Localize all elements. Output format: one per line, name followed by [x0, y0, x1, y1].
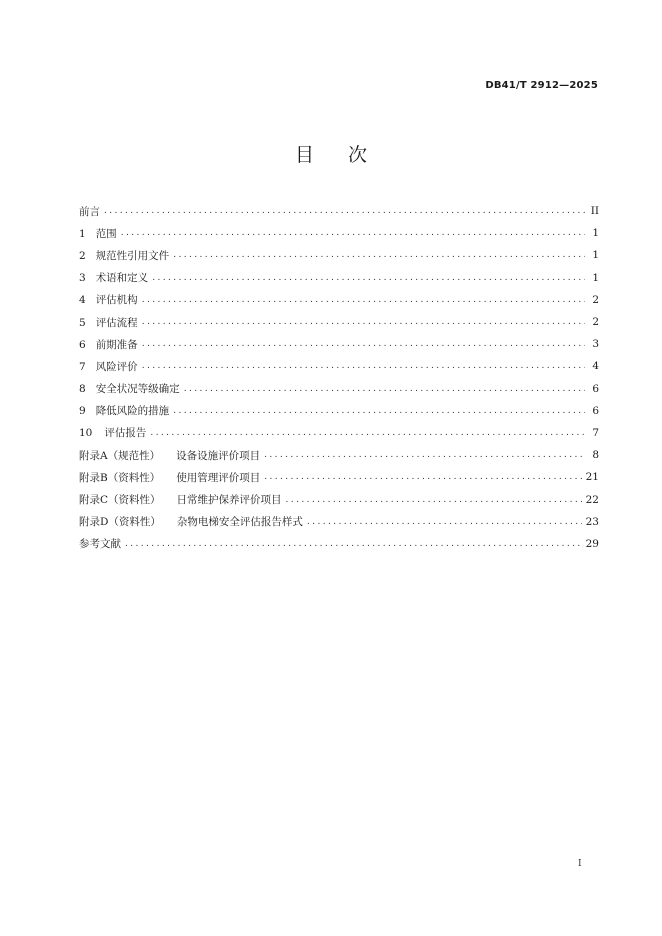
toc-leader-dots	[104, 206, 585, 216]
toc-entry-text: 评估机构	[95, 294, 138, 307]
toc-entry[interactable]	[79, 378, 599, 400]
toc-entry-label	[79, 536, 121, 551]
toc-entry-number: 1	[79, 227, 86, 240]
toc-entry-number: 附录D（资料性）	[79, 516, 161, 529]
toc-entry-page: II	[590, 205, 599, 218]
toc-entry[interactable]	[79, 200, 599, 222]
toc-entry[interactable]	[79, 422, 599, 444]
toc-leader-dots	[152, 273, 585, 283]
toc-entry-page: 6	[592, 382, 599, 395]
toc-entry-page: 21	[585, 471, 599, 484]
toc-entry-text: 风险评价	[95, 360, 138, 373]
toc-leader-dots	[184, 384, 585, 394]
toc-leader-dots	[125, 539, 582, 549]
toc-entry[interactable]	[79, 511, 599, 533]
toc-entry-label	[79, 204, 100, 219]
toc-entry-text: 杂物电梯安全评估报告样式	[176, 516, 303, 529]
toc-leader-dots	[286, 495, 582, 505]
page-title: 目次	[294, 144, 401, 166]
toc-entry[interactable]	[79, 488, 599, 510]
toc-entry-number: 10	[79, 427, 93, 440]
toc-entry-page: 2	[592, 293, 599, 306]
toc-entry-text: 术语和定义	[95, 272, 149, 285]
toc-entry[interactable]	[79, 311, 599, 333]
toc-leader-dots	[150, 428, 585, 438]
toc-entry-page: 2	[592, 316, 599, 329]
toc-leader-dots	[307, 517, 582, 527]
toc-entry-text: 使用管理评价项目	[176, 471, 261, 484]
toc-entry-number: 5	[79, 316, 86, 329]
toc-entry-number: 9	[79, 405, 86, 418]
toc-leader-dots	[121, 228, 585, 238]
toc-entry-text: 前言	[79, 205, 100, 218]
toc-entry-page: 4	[592, 360, 599, 373]
toc-leader-dots	[142, 361, 585, 371]
toc-leader-dots	[142, 339, 585, 349]
toc-entry-label	[79, 226, 117, 241]
toc-entry-label	[79, 315, 138, 330]
toc-entry-page: 29	[585, 537, 599, 550]
toc-entry-text: 降低风险的措施	[95, 405, 170, 418]
toc-entry-page: 8	[592, 449, 599, 462]
toc-entry-page: 1	[592, 271, 599, 284]
toc-entry-page: 6	[592, 404, 599, 417]
toc-entry[interactable]	[79, 533, 599, 555]
toc-entry-page: 7	[592, 426, 599, 439]
page-number: I	[578, 859, 582, 869]
toc-entry-page: 1	[592, 227, 599, 240]
toc-entry-label	[79, 292, 138, 307]
toc-leader-dots	[142, 317, 585, 327]
toc-entry-number: 8	[79, 383, 86, 396]
document-code: DB41/T 2912—2025	[485, 80, 598, 91]
toc-entry-label	[79, 270, 148, 285]
toc-entry-text: 参考文献	[79, 538, 121, 551]
toc-entry-text: 评估流程	[95, 316, 138, 329]
toc-entry[interactable]	[79, 444, 599, 466]
toc-entry[interactable]	[79, 267, 599, 289]
toc-entry-page: 1	[592, 249, 599, 262]
toc-entry-label	[79, 470, 260, 485]
toc-entry-label	[79, 425, 146, 440]
table-of-contents	[79, 200, 599, 555]
toc-entry-number: 2	[79, 249, 86, 262]
toc-entry-text: 范围	[95, 227, 117, 240]
toc-entry-label	[79, 337, 138, 352]
toc-entry[interactable]	[79, 355, 599, 377]
toc-entry-text: 前期准备	[95, 338, 138, 351]
toc-entry-text: 评估报告	[104, 427, 147, 440]
toc-entry-label	[79, 514, 303, 529]
toc-entry[interactable]	[79, 466, 599, 488]
toc-entry-label	[79, 403, 169, 418]
toc-entry[interactable]	[79, 333, 599, 355]
toc-entry[interactable]	[79, 400, 599, 422]
toc-entry-number: 7	[79, 360, 86, 373]
toc-entry-label	[79, 359, 138, 374]
toc-entry-number: 附录C（资料性）	[79, 494, 161, 507]
toc-entry-number: 附录A（规范性）	[79, 449, 161, 462]
toc-entry[interactable]	[79, 244, 599, 266]
toc-entry-text: 日常维护保养评价项目	[176, 494, 282, 507]
toc-entry-page: 22	[585, 493, 599, 506]
toc-entry-page: 23	[585, 515, 599, 528]
toc-entry[interactable]	[79, 222, 599, 244]
toc-entry-label	[79, 248, 169, 263]
toc-leader-dots	[173, 406, 585, 416]
toc-entry[interactable]	[79, 289, 599, 311]
toc-entry-page: 3	[592, 338, 599, 351]
toc-leader-dots	[264, 472, 581, 482]
toc-entry-number: 附录B（资料性）	[79, 471, 161, 484]
toc-entry-text: 设备设施评价项目	[176, 449, 261, 462]
toc-entry-number: 4	[79, 294, 86, 307]
toc-leader-dots	[173, 250, 585, 260]
toc-leader-dots	[264, 450, 585, 460]
toc-leader-dots	[142, 295, 585, 305]
toc-entry-label	[79, 381, 180, 396]
toc-entry-number: 6	[79, 338, 86, 351]
toc-entry-text: 安全状况等级确定	[95, 383, 180, 396]
toc-entry-label	[79, 448, 260, 463]
toc-entry-text: 规范性引用文件	[95, 249, 170, 262]
toc-entry-number: 3	[79, 272, 86, 285]
toc-entry-label	[79, 492, 282, 507]
